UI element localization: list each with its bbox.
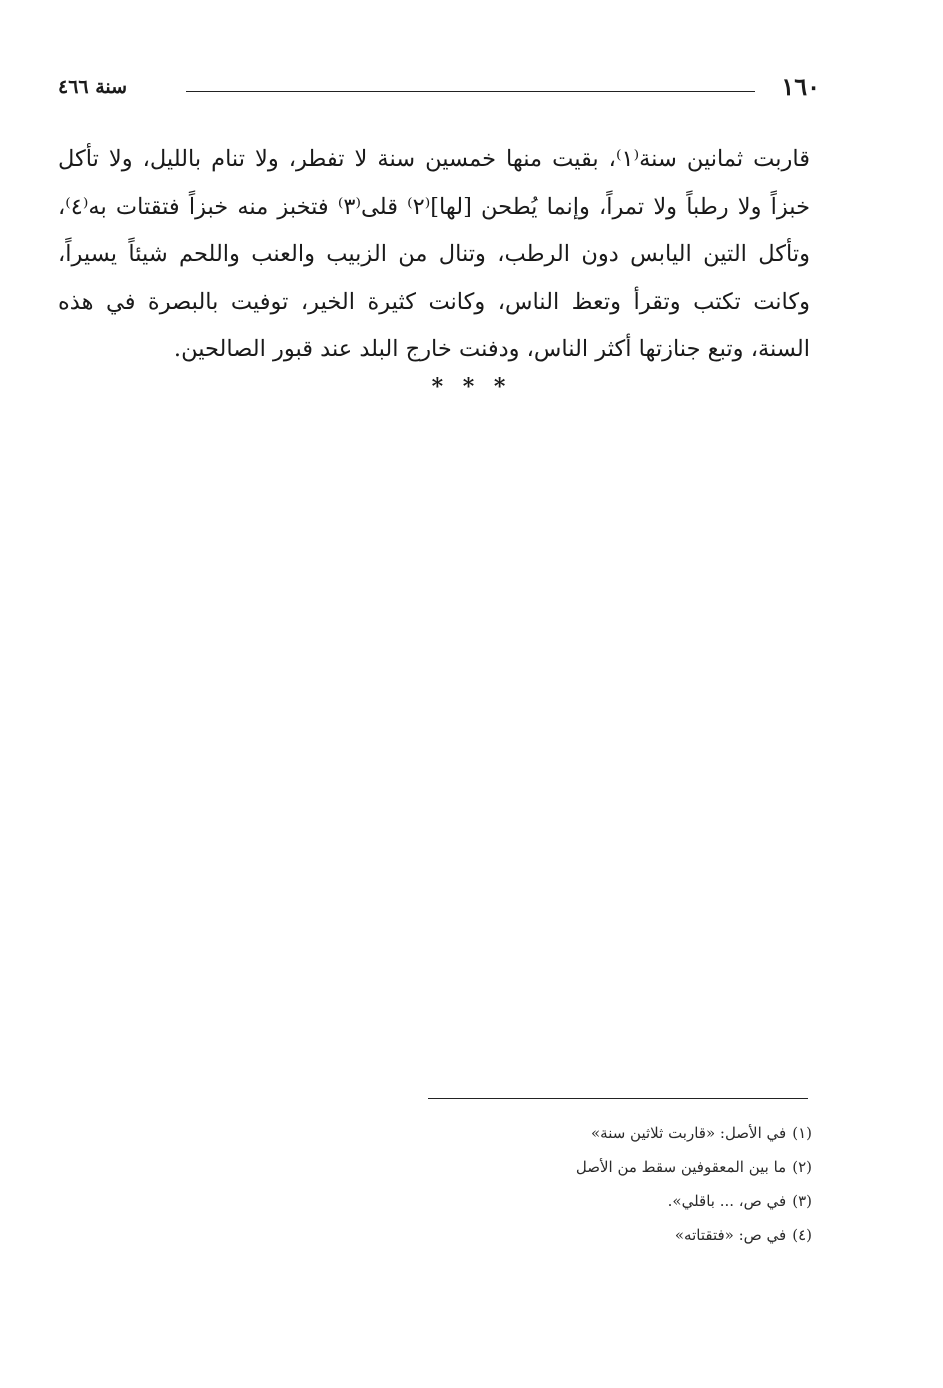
section-separator: * * * [431, 374, 512, 400]
footnote-4 [420, 1218, 812, 1252]
running-header [58, 72, 820, 102]
main-text [58, 136, 810, 374]
page-number: ١٦٠ [781, 72, 820, 101]
header-rule [186, 91, 755, 92]
header-year-label: سنة ٤٦٦ [58, 76, 128, 98]
footnote-1 [420, 1116, 812, 1150]
footnote-number: (٤) [792, 1226, 812, 1244]
footnote-3 [420, 1184, 812, 1218]
footnote-number: (١) [792, 1124, 812, 1142]
main-paragraph: قاربت ثمانين سنة⁽١⁾، بقيت منها خمسين سنة لا تفطر، ولا تنام بالليل، ولا تأكل خبزاً ولا رطباً ولا تمراً، وإنما يُطحن [لها]⁽٢⁾ قلى⁽٣⁾ فتخبز منه خبزاً فتقتات به⁽٤⁾، وتأكل التين اليابس دون الرطب، وتنال من الزبيب والعنب واللحم شيئاً يسيراً، وكانت تكتب وتقرأ وتعظ الناس، وكانت كثيرة الخير، توفيت بالبصرة في هذه السنة، وتبع جنازتها أكثر الناس، ودفنت خارج البلد عند قبور الصالحين. [58, 146, 811, 362]
footnote-text: في الأصل: «قاربت ثلاثين سنة» [590, 1124, 787, 1142]
footnote-2 [420, 1150, 812, 1184]
footnote-text: في ص، ... باقلي». [667, 1192, 787, 1210]
footnotes [420, 1116, 812, 1252]
footnote-text: ما بين المعقوفين سقط من الأصل [575, 1158, 787, 1176]
footnote-text: في ص: «فتقتاته» [674, 1226, 787, 1244]
footnote-number: (٢) [792, 1158, 812, 1176]
footnote-number: (٣) [792, 1192, 812, 1210]
footnote-rule [428, 1098, 808, 1099]
